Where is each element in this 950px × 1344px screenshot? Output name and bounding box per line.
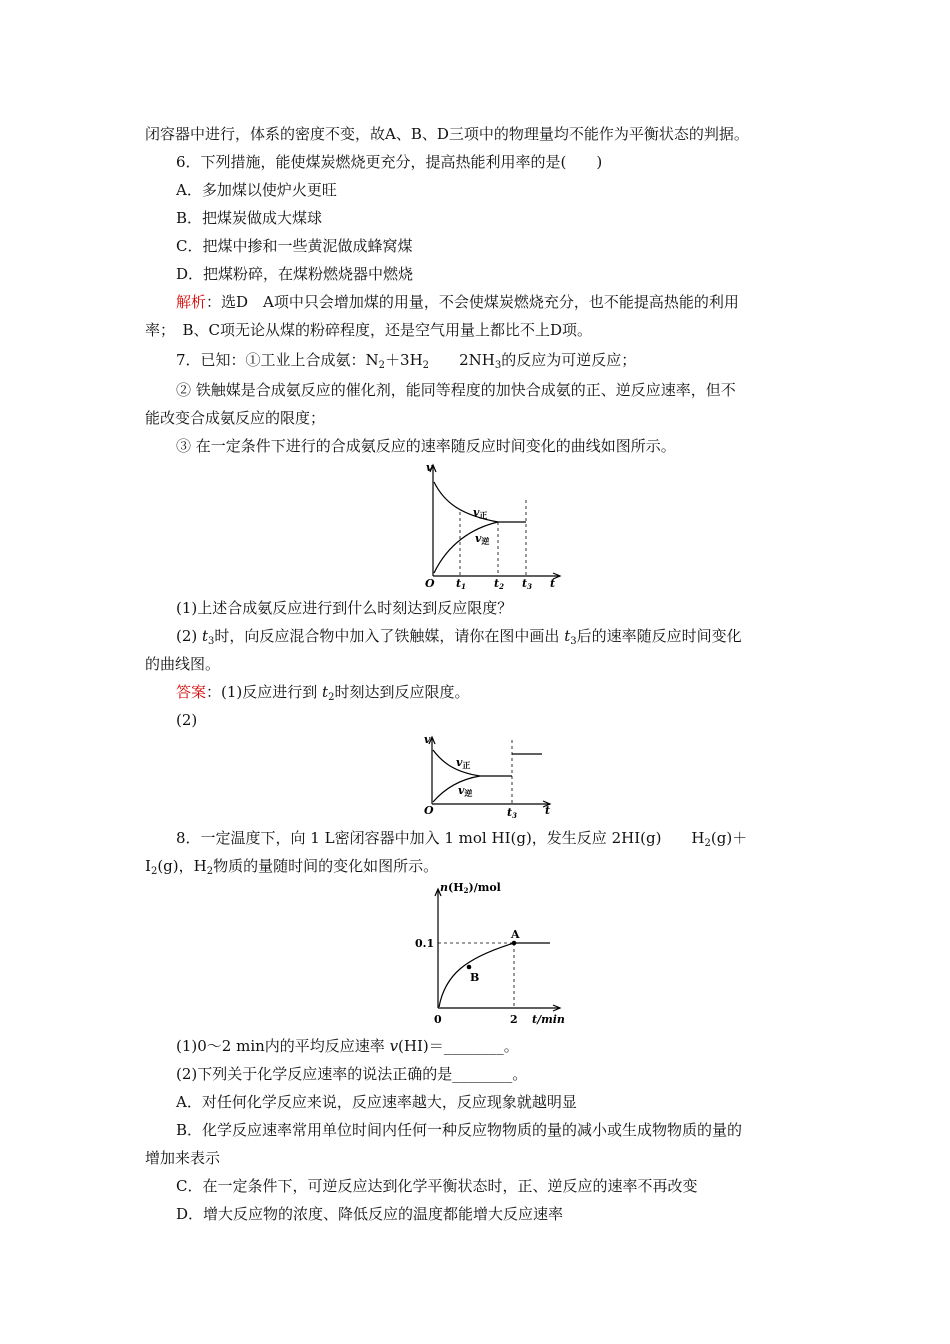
q6-analysis-line1: 解析：选D A项中只会增加煤的用量，不会使煤炭燃烧充分，也不能提高热能的利用 xyxy=(176,293,739,311)
q6-stem: 6．下列措施，能使煤炭燃烧更充分，提高热能利用率的是( ) xyxy=(176,153,603,171)
x-axis-label: t/min xyxy=(532,1013,565,1026)
origin-label: O xyxy=(425,577,435,590)
v-reverse-label: v逆 xyxy=(475,532,490,546)
q6-option-b: B．把煤炭做成大煤球 xyxy=(176,209,323,227)
q8-sub1: (1)0～2 min内的平均反应速率 v(HI)＝________。 xyxy=(176,1037,519,1055)
t1-label: t1 xyxy=(456,577,466,591)
q8-stem-line1: 8．一定温度下，向 1 L密闭容器中加入 1 mol HI(g)，发生反应 2HI(g) $H_2(g)+$ xyxy=(176,829,748,849)
y-axis-label: n(H2)/mol xyxy=(440,881,501,895)
t3-label: t3 xyxy=(522,577,532,591)
q6-option-a: A．多加煤以使炉火更旺 xyxy=(176,181,337,199)
q8-option-b-line1: B．化学反应速率常用单位时间内任何一种反应物物质的量的减小或生成物物质的量的 xyxy=(176,1121,743,1139)
intro-text: 闭容器中进行，体系的密度不变，故A、B、D三项中的物理量均不能作为平衡状态的判据。 xyxy=(145,125,749,143)
v-forward-label: v正 xyxy=(456,756,471,770)
q7-answer-line1: 答案：(1)反应进行到 $t_2$时刻达到反应限度。 xyxy=(176,683,470,703)
point-a-label: A xyxy=(511,928,520,941)
q8-option-c: C．在一定条件下，可逆反应达到化学平衡状态时，正、逆反应的速率不再改变 xyxy=(176,1177,698,1195)
y-axis-label: v xyxy=(426,461,433,474)
x-tick-label: 2 xyxy=(510,1013,518,1026)
rate-time-graph-1 xyxy=(420,460,570,592)
point-b-label: B xyxy=(470,971,480,984)
origin-label: O xyxy=(424,804,434,817)
q7-sub2-line1: (2) $t_3$时，向反应混合物中加入了铁触媒，请你在图中画出 $t_3$后的速率随反应时间变化 xyxy=(176,627,742,647)
v-reverse-curve xyxy=(434,522,498,573)
q7-sub2-line2: 的曲线图。 xyxy=(145,655,221,673)
point-a-marker xyxy=(512,941,517,946)
v-reverse-curve xyxy=(433,776,480,802)
t2-label: t2 xyxy=(494,577,504,591)
h2-curve xyxy=(439,943,550,1007)
q6-analysis-line2: 率； B、C项无论从煤的粉碎程度，还是空气用量上都比不上D项。 xyxy=(145,321,593,339)
v-reverse-label: v逆 xyxy=(458,784,473,798)
q7-answer-line2: (2) xyxy=(176,711,198,729)
q8-sub2: (2)下列关于化学反应速率的说法正确的是________。 xyxy=(176,1065,528,1083)
q8-option-b-line2: 增加来表示 xyxy=(145,1149,221,1167)
q6-option-d: D．把煤粉碎，在煤粉燃烧器中燃烧 xyxy=(176,265,414,283)
q8-stem-line2: $I_2(g)$，$H_2$物质的量随时间的变化如图所示。 xyxy=(145,857,439,877)
t3-label: t3 xyxy=(507,806,517,820)
q7-point2-line1: ② 铁触媒是合成氨反应的催化剂，能同等程度的加快合成氨的正、逆反应速率，但不 xyxy=(176,381,736,399)
x-axis-label: t xyxy=(550,577,556,590)
q7-stem: 7．已知：①工业上合成氨：$N_2+3H_2$ $2NH_3$的反应为可逆反应； xyxy=(176,351,637,371)
analysis-label: 解析 xyxy=(176,293,207,311)
q7-sub1: (1)上述合成氨反应进行到什么时刻达到反应限度？ xyxy=(176,599,513,617)
q8-option-a: A．对任何化学反应来说，反应速率越大，反应现象就越明显 xyxy=(176,1093,577,1111)
q7-point3: ③ 在一定条件下进行的合成氨反应的速率随反应时间变化的曲线如图所示。 xyxy=(176,437,676,455)
y-tick-label: 0.1 xyxy=(415,937,435,950)
q8-option-d: D．增大反应物的浓度、降低反应的温度都能增大反应速率 xyxy=(176,1205,564,1223)
origin-label: 0 xyxy=(434,1013,442,1026)
q7-point2-line2: 能改变合成氨反应的限度； xyxy=(145,409,326,427)
rate-time-graph-2 xyxy=(420,732,560,822)
point-b-marker xyxy=(467,965,472,970)
v-forward-label: v正 xyxy=(473,506,488,520)
y-axis-label: v xyxy=(424,733,431,746)
h2-amount-graph xyxy=(410,880,570,1030)
v-forward-curve xyxy=(433,750,512,776)
q6-option-c: C．把煤中掺和一些黄泥做成蜂窝煤 xyxy=(176,237,413,255)
answer-label: 答案 xyxy=(176,683,207,701)
x-axis-label: t xyxy=(545,804,551,817)
